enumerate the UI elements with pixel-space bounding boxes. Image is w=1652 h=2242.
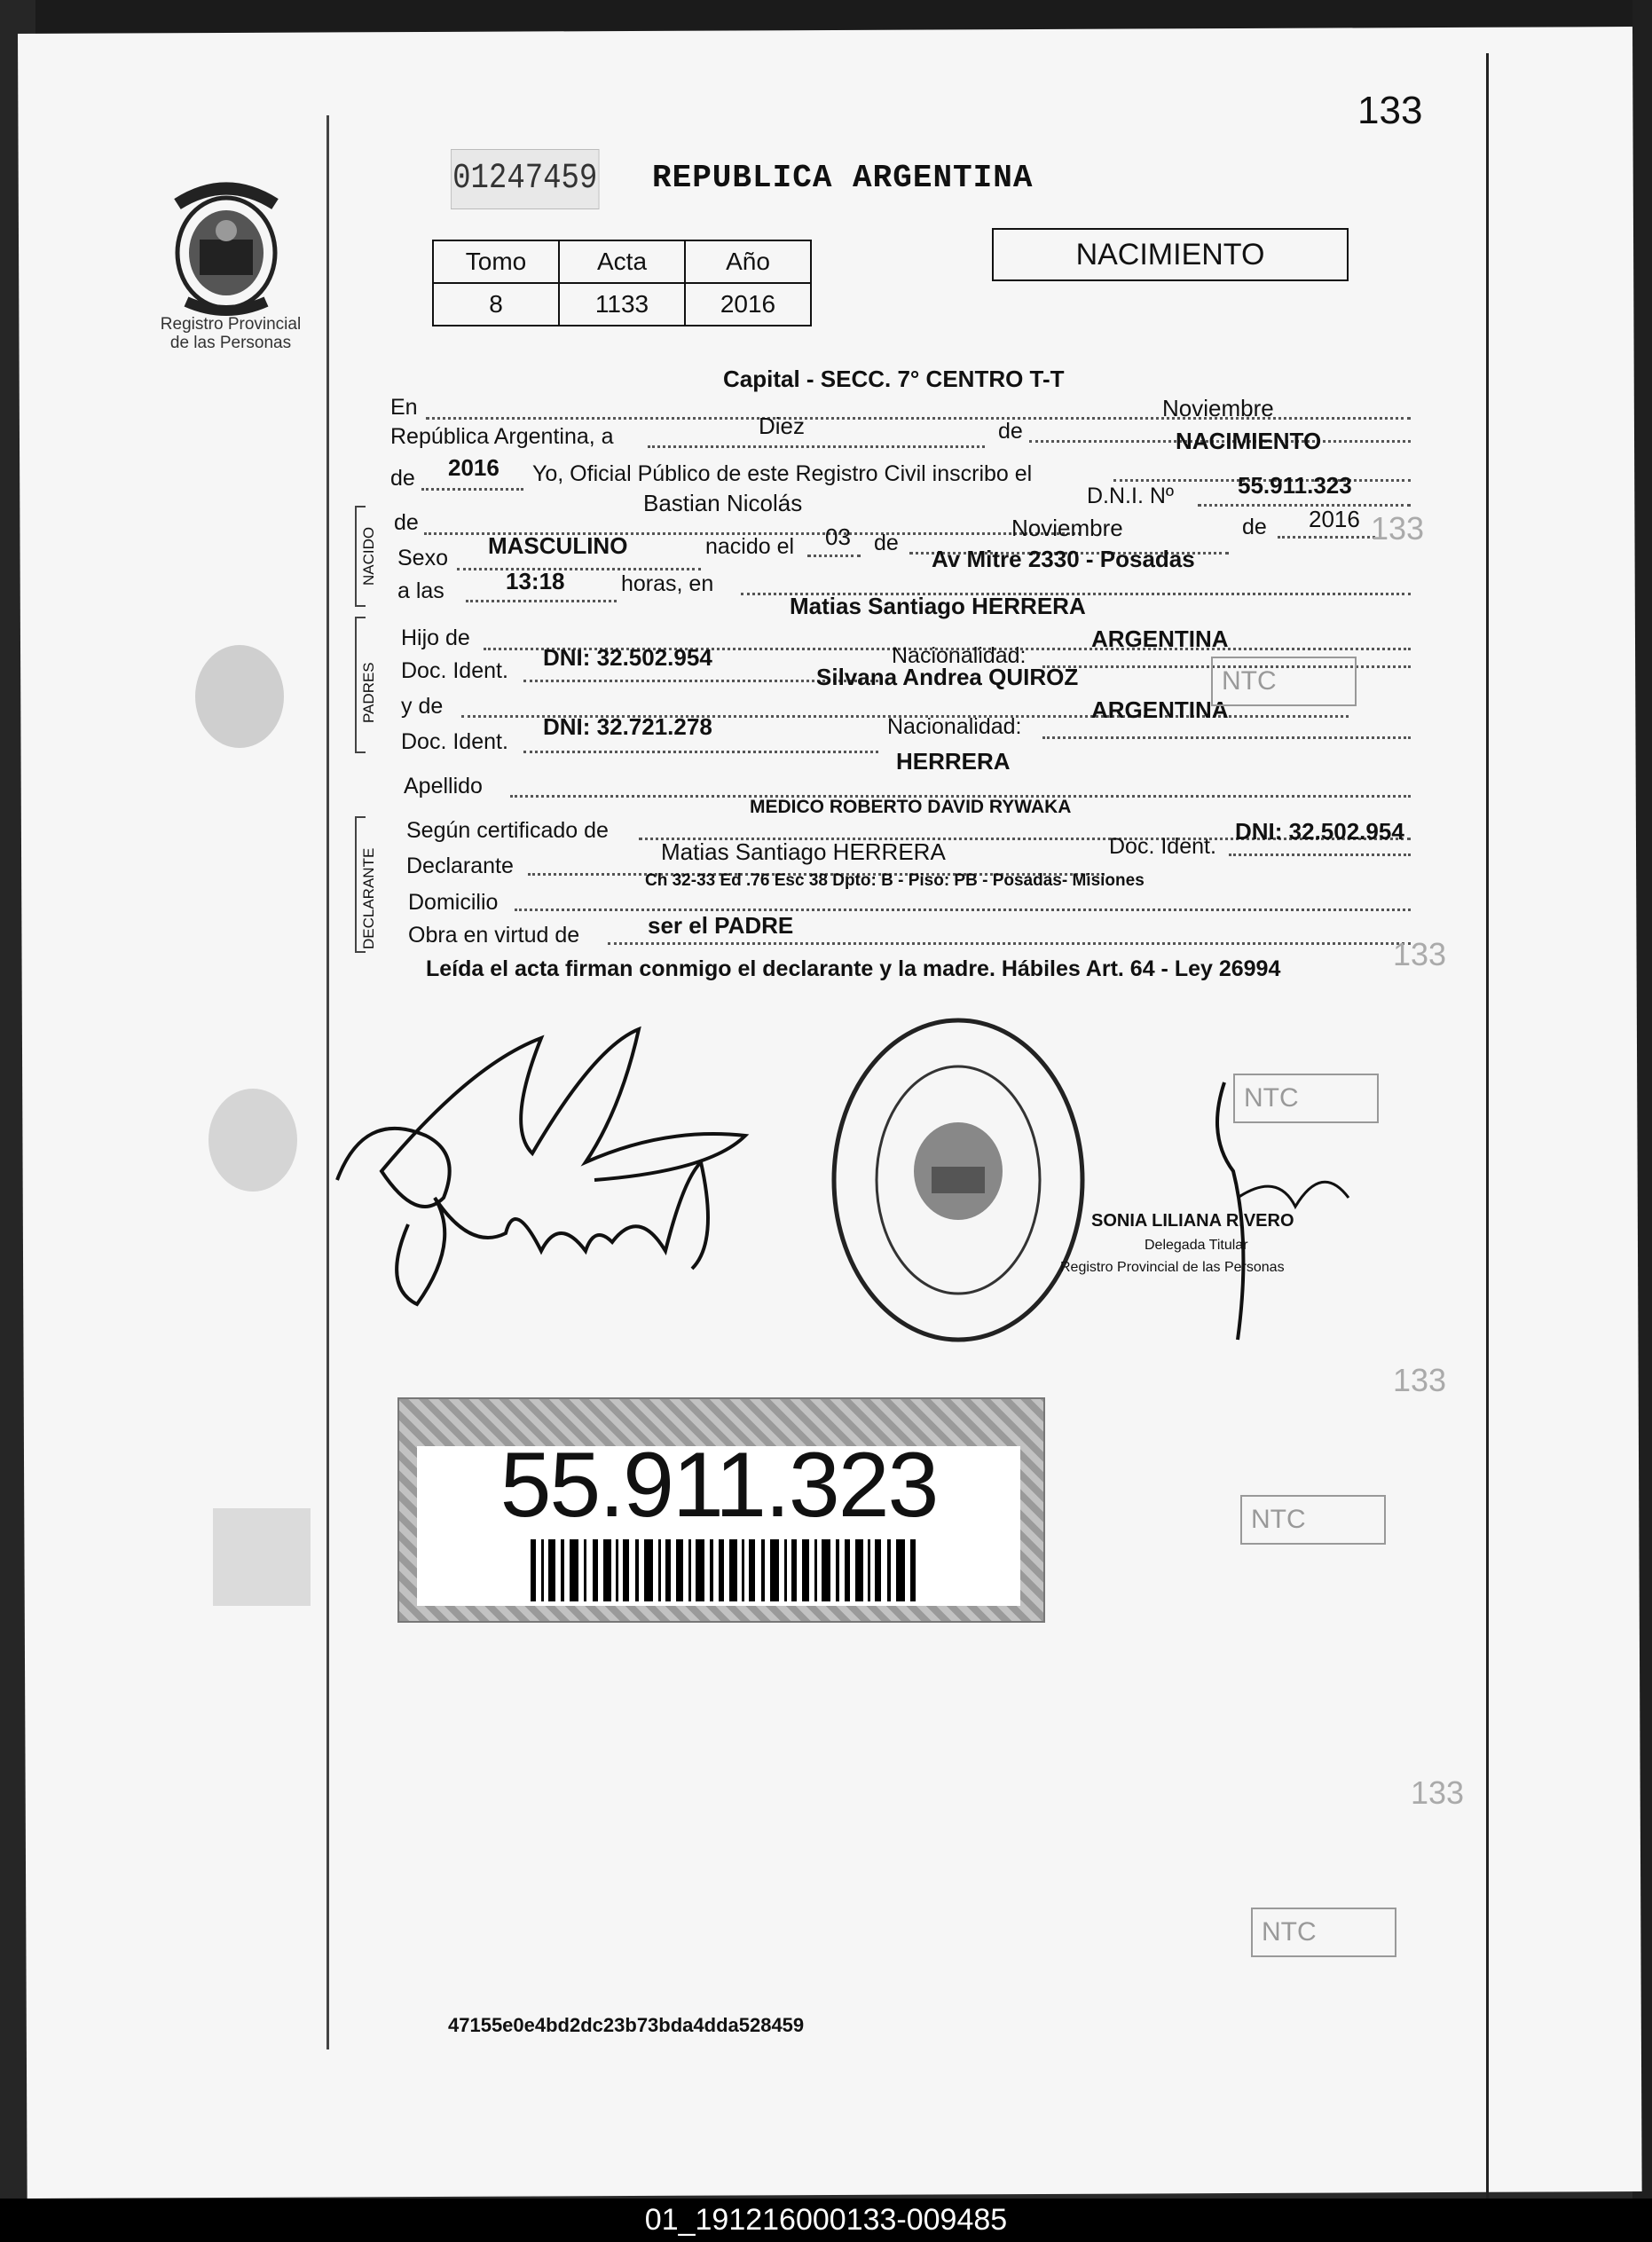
signer-org: Registro Provincial de las Personas	[1060, 1260, 1285, 1275]
faded-logo-icon	[195, 1482, 328, 1632]
dotted-line	[523, 751, 878, 753]
value-hora: 13:18	[506, 568, 565, 594]
bleed-page-number: 133	[1371, 510, 1425, 547]
value-dni: 55.911.323	[1238, 472, 1352, 499]
act-type-box: NACIMIENTO	[992, 228, 1349, 281]
label-de-4: de	[874, 531, 899, 555]
bleed-ntc-box: NTC	[1211, 657, 1357, 706]
bleed-page-number: 133	[1411, 1774, 1465, 1811]
label-de-3: de	[394, 510, 419, 535]
side-label-padres: PADRES	[360, 662, 377, 723]
value-declarante: Matias Santiago HERRERA	[661, 838, 946, 865]
label-republica: República Argentina, a	[390, 424, 614, 449]
dni-label-number: 55.911.323	[500, 1434, 938, 1537]
value-obra: ser el PADRE	[648, 912, 794, 939]
serial-number: 01247459	[451, 149, 599, 209]
label-a-las: a las	[397, 578, 444, 603]
dotted-line	[1229, 854, 1411, 856]
label-segun: Según certificado de	[406, 818, 609, 843]
dotted-line	[648, 445, 985, 448]
header-anio: Año	[685, 240, 811, 283]
official-seal-icon	[825, 1011, 1091, 1349]
bleed-ntc-box: NTC	[1240, 1495, 1386, 1545]
signer-role: Delegada Titular	[1145, 1238, 1248, 1253]
bleed-ntc-box: NTC	[1251, 1908, 1396, 1957]
label-doc-ident-2: Doc. Ident.	[401, 729, 508, 754]
label-de-5: de	[1242, 515, 1267, 539]
value-acta: 1133	[559, 283, 685, 326]
tomo-acta-table	[432, 240, 812, 326]
document-hash: 47155e0e4bd2dc23b73bda4dda528459	[448, 2014, 805, 2036]
label-y-de: y de	[401, 694, 444, 719]
logo-caption	[146, 315, 315, 352]
value-anio: 2016	[448, 454, 500, 481]
label-domicilio: Domicilio	[408, 890, 499, 915]
dotted-line	[1042, 736, 1411, 739]
dotted-line	[466, 600, 617, 602]
logo-caption-line1: Registro Provincial	[160, 315, 302, 334]
label-nacido-el: nacido el	[705, 534, 795, 559]
value-tomo: 8	[433, 283, 559, 326]
provincial-shield-icon	[160, 169, 293, 319]
value-acta: NACIMIENTO	[1176, 428, 1322, 454]
label-obra: Obra en virtud de	[408, 923, 580, 948]
value-anio: 2016	[685, 283, 811, 326]
value-apellido: HERRERA	[896, 748, 1011, 775]
value-lugar-nac: Av Mitre 2330 - Posadas	[932, 546, 1195, 572]
barcode-icon	[531, 1539, 921, 1601]
dotted-line	[1278, 536, 1375, 539]
faded-logo-icon	[173, 612, 306, 763]
dotted-line	[515, 909, 1411, 911]
label-doc-ident-3: Doc. Ident.	[1109, 834, 1216, 859]
dotted-line	[457, 568, 701, 570]
dotted-line	[421, 488, 523, 491]
value-lugar: Capital - SECC. 7° CENTRO T-T	[723, 366, 1065, 392]
value-padre: Matias Santiago HERRERA	[790, 593, 1086, 619]
value-certificado: MEDICO ROBERTO DAVID RYWAKA	[750, 797, 1072, 817]
dotted-line	[1198, 504, 1411, 507]
margin-rule	[1486, 53, 1489, 2200]
value-nac-anio: 2016	[1309, 506, 1360, 532]
bleed-page-number: 133	[1393, 1362, 1447, 1398]
label-declarante: Declarante	[406, 854, 514, 878]
label-apellido: Apellido	[404, 774, 483, 798]
label-de-2: de	[390, 466, 415, 491]
label-dni: D.N.I. Nº	[1087, 484, 1175, 508]
faded-logo-icon	[186, 1056, 319, 1207]
label-doc-ident-1: Doc. Ident.	[401, 658, 508, 683]
value-madre-nac: ARGENTINA	[1091, 696, 1229, 723]
header-acta: Acta	[559, 240, 685, 283]
page-number: 133	[1357, 89, 1423, 132]
label-yo: Yo, Oficial Público de este Registro Civil inscribo el	[532, 461, 1033, 486]
signature-drawing	[328, 1020, 754, 1313]
label-en: En	[390, 395, 418, 420]
value-padre-nac: ARGENTINA	[1091, 625, 1229, 652]
label-nacionalidad-1: Nacionalidad:	[892, 643, 1027, 668]
country-title: REPUBLICA ARGENTINA	[652, 160, 1034, 196]
side-label-nacido: NACIDO	[360, 526, 377, 586]
value-nac-dia: 03	[825, 523, 851, 550]
value-domicilio: Ch 32-33 Ed .76 Esc 38 Dpto: B - Piso: PB - Posadas- Misiones	[645, 871, 1145, 890]
bleed-ntc-box: NTC	[1233, 1074, 1379, 1123]
dotted-line	[807, 555, 861, 557]
label-nacionalidad-2: Nacionalidad:	[887, 714, 1022, 739]
value-declarante-doc: DNI: 32.502.954	[1235, 818, 1404, 845]
value-padre-doc: DNI: 32.502.954	[543, 644, 712, 671]
value-nombre: Bastian Nicolás	[643, 490, 803, 516]
closing-note: Leída el acta firman conmigo el declarante y la madre. Hábiles Art. 64 - Ley 26994	[426, 956, 1281, 981]
value-sexo: MASCULINO	[488, 532, 628, 559]
value-madre: Silvana Andrea QUIROZ	[816, 664, 1079, 690]
label-horas-en: horas, en	[621, 571, 714, 596]
label-hijo-de: Hijo de	[401, 625, 470, 650]
bleed-page-number: 133	[1393, 936, 1447, 972]
value-dia: Diez	[759, 413, 806, 439]
label-sexo: Sexo	[397, 546, 448, 570]
file-identifier: 01_191216000133-009485	[644, 2203, 1008, 2237]
header-tomo: Tomo	[433, 240, 559, 283]
value-madre-doc: DNI: 32.721.278	[543, 713, 712, 740]
value-nac-mes: Noviembre	[1011, 515, 1123, 541]
dotted-line	[608, 942, 1411, 945]
value-mes: Noviembre	[1162, 395, 1274, 421]
label-de-1: de	[998, 419, 1023, 444]
logo-caption-line2: de las Personas	[169, 334, 292, 352]
side-label-declarante: DECLARANTE	[360, 847, 377, 949]
signer-name: SONIA LILIANA RIVERO	[1091, 1211, 1294, 1231]
